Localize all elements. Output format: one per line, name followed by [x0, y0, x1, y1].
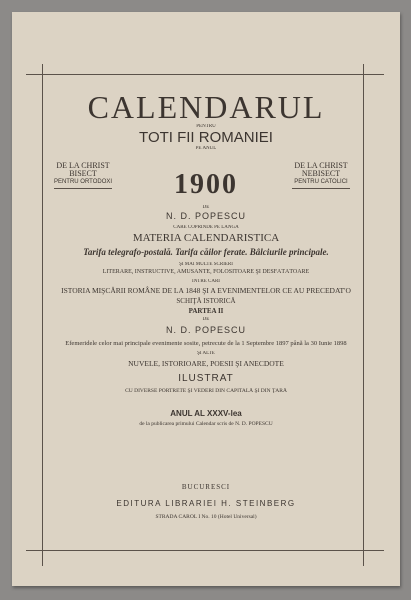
- right-note-line2: NEBISECT: [301, 170, 341, 178]
- city-name: BUCURESCI: [181, 483, 231, 491]
- right-note-line3: PENTRU CATOLICI: [294, 179, 348, 185]
- left-note-line1: DE LA CHRIST: [56, 162, 110, 170]
- intre-cari: ÎNTRE CARI: [192, 279, 220, 284]
- bottom-border-rule: [26, 550, 384, 551]
- istoria-line: ISTORIA MIŞCĂRII ROMÂNE DE LA 1848 ŞI A EVENIMENTELOR CE AU PRECEDAT'O: [61, 286, 351, 295]
- right-note-line1: DE LA CHRIST: [294, 162, 348, 170]
- tarifa-line: Tarifa telegrafo-postală. Tarifa căilor ferate. Bâlciurile principale.: [83, 247, 329, 257]
- anul-line: ANUL AL XXXV-lea: [170, 409, 242, 418]
- author-name-2: N. D. POPESCU: [165, 325, 246, 335]
- portrete-line: CU DIVERSE PORTRETE ŞI VEDERI DIN CAPITALĂ ŞI DIN ŢARĂ: [125, 388, 287, 394]
- nuvele-line: NUVELE, ISTORIOARE, POESII ŞI ANECDOTE: [128, 359, 284, 368]
- de-label-2: DE: [202, 317, 210, 322]
- calendar-title: CALENDARUL: [87, 90, 325, 124]
- de-label-1: DE: [202, 205, 210, 210]
- si-mai-multe: ŞI MAI MULTE SCRIERI: [179, 262, 233, 267]
- calendar-cover-page: [12, 12, 400, 586]
- pentru-label: PENTRU: [196, 124, 216, 129]
- publisher-name: EDITURA LIBRARIEI H. STEINBERG: [116, 499, 296, 508]
- si-alte: ŞI ALTE: [197, 351, 215, 356]
- contents-intro: CARE COPRINDE PE LÂNGĂ: [173, 225, 239, 230]
- efemeride-line: Efemeridele celor mai principale evenimente sosite, petrecute de la 1 Septembre 1897 până la 30 Iunie 1898: [65, 340, 347, 347]
- author-name-1: N. D. POPESCU: [165, 211, 246, 221]
- top-border-rule: [26, 74, 384, 75]
- ilustrat-label: ILUSTRAT: [178, 373, 234, 384]
- pe-anul-label: PE ANUL: [195, 146, 217, 151]
- materia-calendaristica: MATERIA CALENDARISTICA: [132, 232, 280, 244]
- left-note-line3: PENTRU ORTODOXI: [53, 179, 113, 185]
- partea-ii: PARTEA II: [188, 307, 224, 315]
- publicare-line: de la publicarea primului Calendar scris de N. D. POPESCU: [139, 421, 273, 427]
- calendar-year: 1900: [174, 170, 238, 200]
- schita-istorica: SCHIŢĂ ISTORICĂ: [176, 297, 236, 305]
- subtitle: TOTI FII ROMANIEI: [139, 129, 273, 146]
- literare-line: LITERARE, INSTRUCTIVE, AMUSANTE, FOLOSITOARE ŞI DESFĂTĂTOARE: [102, 269, 310, 275]
- publisher-address: STRADA CAROL I No. 10 (Hotel Universal): [155, 514, 257, 520]
- left-note-line2: BISECT: [69, 170, 97, 178]
